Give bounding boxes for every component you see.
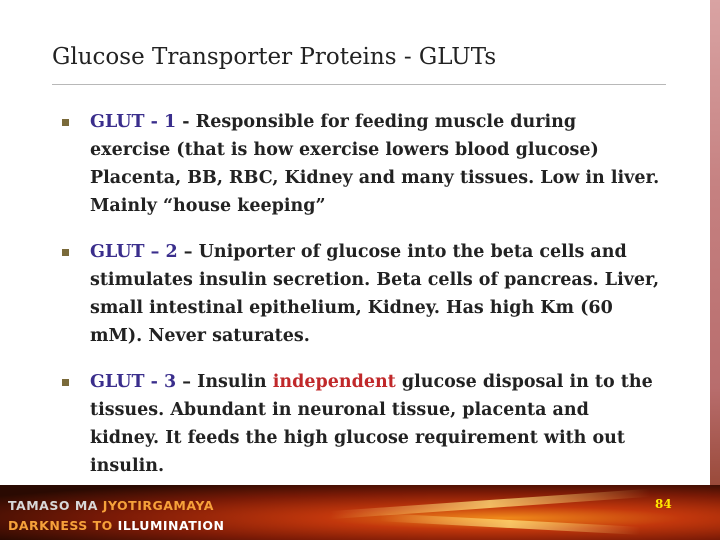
bullet-text: glucose disposal in to the tissues. Abundant in neuronal tissue, placenta and kidney. It feeds the high glucose requirement with out insulin. [90,372,653,476]
footer-motto-part: TAMASO MA [8,498,103,513]
bullet-text: - Responsible for feeding muscle during exercise (that is how exercise lowers blood glucose) Placenta, BB, RBC, Kidney and many tissues. Low in liver. Mainly “house keeping” [90,112,660,216]
square-bullet-icon [62,119,69,126]
square-bullet-icon [62,249,69,256]
footer-motto-part: ILLUMINATION [117,518,225,533]
bullet-glut-1 [62,108,662,220]
bullet-list [62,108,662,498]
title-divider [52,84,666,85]
bullet-text: – Uniporter of glucose into the beta cells and stimulates insulin secretion. Beta cells of pancreas. Liver, small intestinal epithelium, Kidney. Has high Km (60 mM). Never saturates. [90,242,660,346]
bullet-glut-3 [62,368,662,480]
bullet-label: GLUT - 3 [90,372,177,392]
square-bullet-icon [62,379,69,386]
footer-motto-line-1 [8,498,214,513]
bullet-label: GLUT – 2 [90,242,178,262]
bullet-label: GLUT - 1 [90,112,177,132]
bullet-glut-2 [62,238,662,350]
page-number: 84 [655,497,672,511]
footer-motto-part: DARKNESS TO [8,518,118,533]
slide-title: Glucose Transporter Proteins - GLUTs [52,44,497,70]
decorative-side-stripe [710,0,720,485]
bullet-text: – Insulin [176,372,273,392]
footer-motto-part: JYOTIRGAMAYA [102,498,214,513]
highlighted-word: independent [272,372,396,392]
footer-motto-line-2 [8,518,224,533]
